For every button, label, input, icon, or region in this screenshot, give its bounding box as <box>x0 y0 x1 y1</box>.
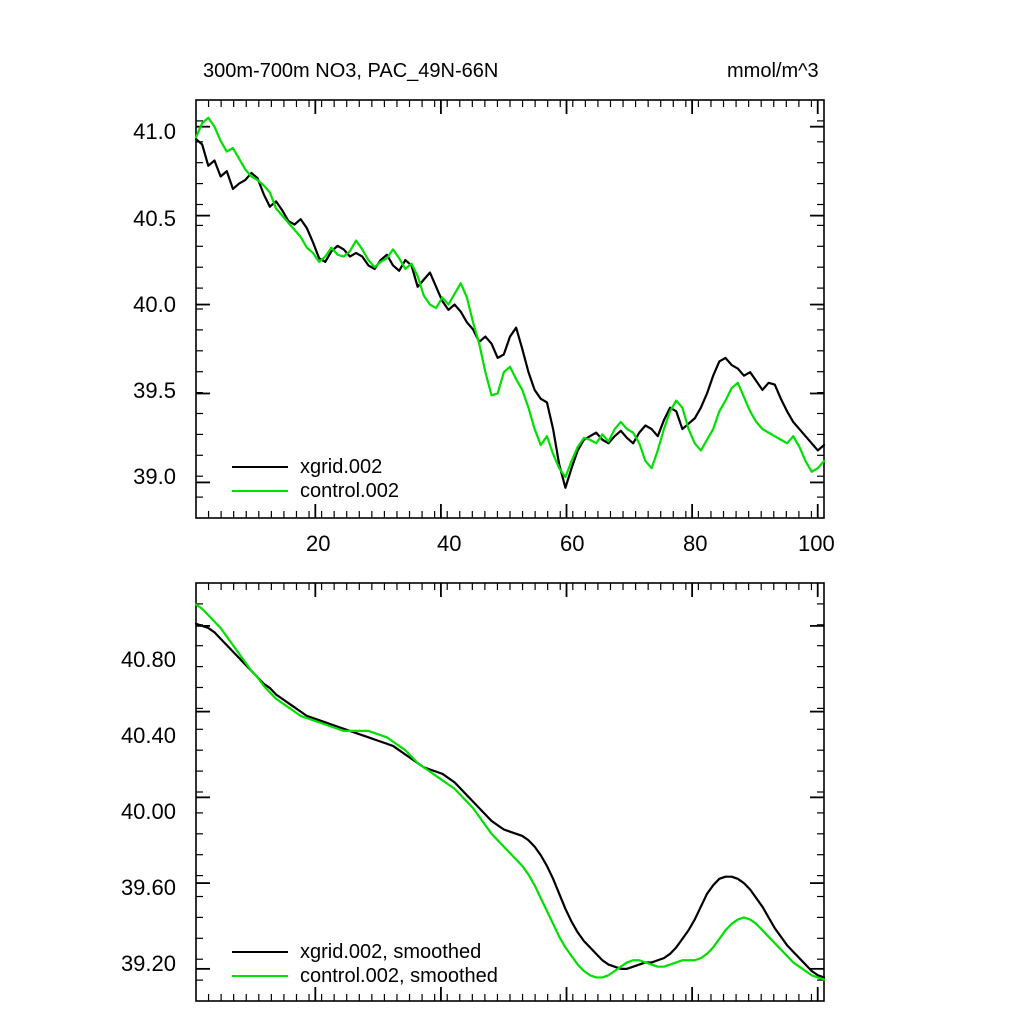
ytick-label-bottom-1: 40.40 <box>120 723 176 748</box>
ytick-label-bottom-4: 39.20 <box>120 951 176 976</box>
xtick-label-top-4: 100 <box>798 531 835 556</box>
legend-label-control: control.002 <box>300 479 399 502</box>
legend-item-control <box>232 479 399 503</box>
plot-units-label: mmol/m^3 <box>727 60 819 82</box>
panel-bottom <box>0 560 1024 1024</box>
legend-item-xgrid-smoothed <box>232 940 498 964</box>
legend-line-control <box>232 490 288 492</box>
legend-label-xgrid: xgrid.002 <box>300 455 383 478</box>
ytick-label-bottom-0: 40.80 <box>120 647 176 672</box>
legend-label-xgrid-smoothed: xgrid.002, smoothed <box>300 940 482 963</box>
xtick-label-top-2: 60 <box>560 531 585 556</box>
ytick-label-top-3: 39.5 <box>133 378 176 403</box>
ytick-label-top-4: 39.0 <box>133 464 176 489</box>
ytick-label-bottom-2: 40.00 <box>120 799 176 824</box>
ytick-label-top-1: 40.5 <box>133 206 176 231</box>
plot-title: 300m-700m NO3, PAC_49N-66N <box>203 60 499 82</box>
xtick-label-top-3: 80 <box>683 531 708 556</box>
legend-bottom <box>232 940 498 988</box>
legend-top <box>232 455 399 503</box>
xtick-label-top-0: 20 <box>306 531 331 556</box>
legend-line-control-smoothed <box>232 975 288 977</box>
legend-item-control-smoothed <box>232 964 498 988</box>
legend-label-control-smoothed: control.002, smoothed <box>300 964 498 987</box>
ytick-label-bottom-3: 39.60 <box>120 875 176 900</box>
legend-item-xgrid <box>232 455 399 479</box>
legend-line-xgrid <box>232 466 288 468</box>
legend-line-xgrid-smoothed <box>232 951 288 953</box>
ytick-label-top-0: 41.0 <box>133 119 176 144</box>
ytick-label-top-2: 40.0 <box>133 292 176 317</box>
xtick-label-top-1: 40 <box>437 531 462 556</box>
